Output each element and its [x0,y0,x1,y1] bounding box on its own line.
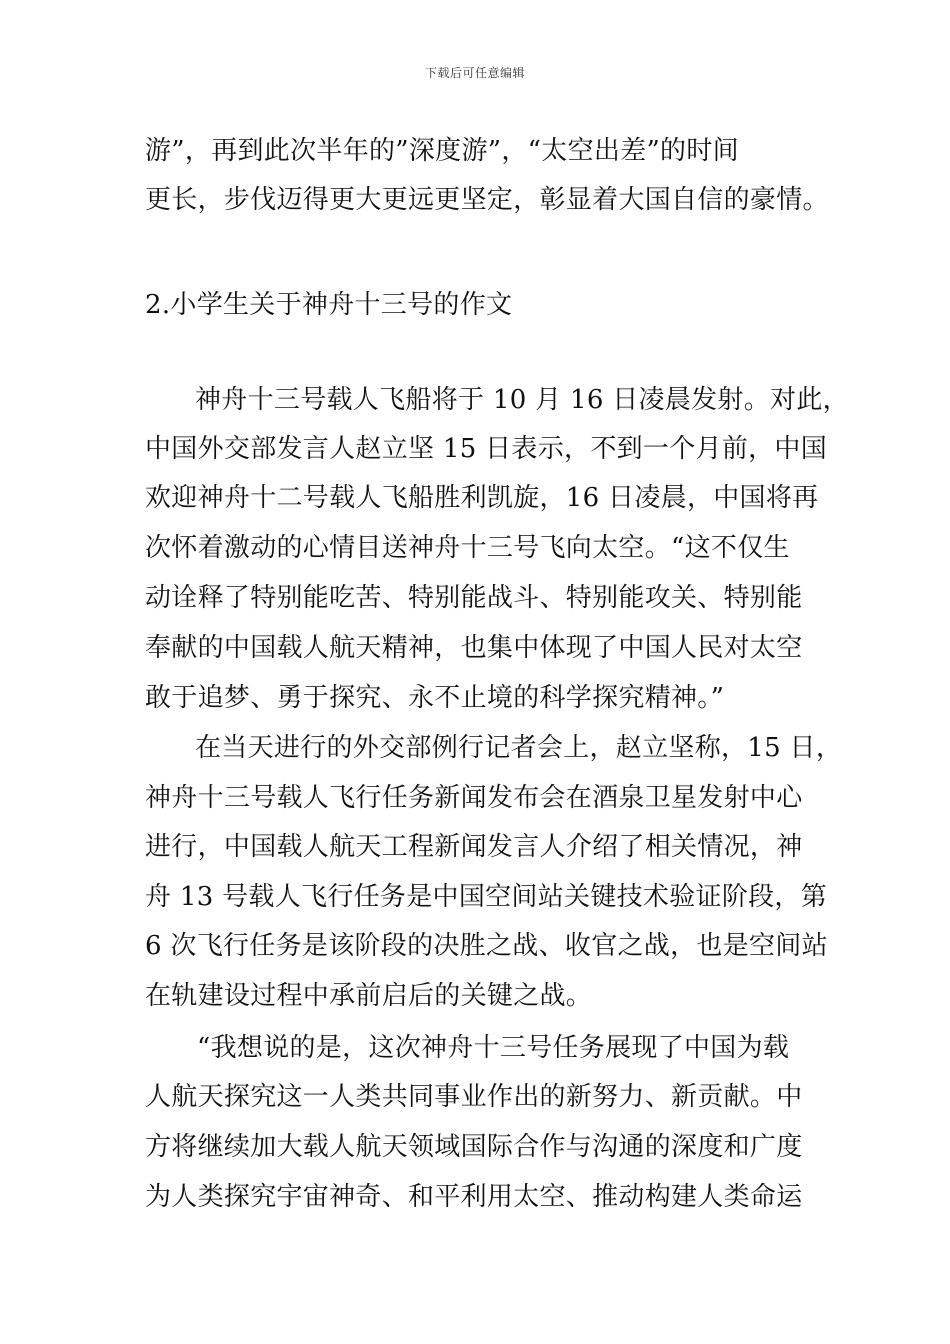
text-line: 次怀着激动的心情目送神舟十三号飞向太空。“这不仅生 [145,533,790,563]
text-line: 游”，再到此次半年的”深度游”，“太空出差”的时间 [145,136,739,166]
text-line: 敢于追梦、勇于探究、永不止境的科学探究精神。” [145,683,725,713]
text-line: 神舟十三号载人飞船将于 10 月 16 日凌晨发射。对此， [195,385,849,415]
text-line: 欢迎神舟十二号载人飞船胜利凯旋，16 日凌晨，中国将再 [145,483,819,513]
text-line: 奉献的中国载人航天精神，也集中体现了中国人民对太空 [145,633,803,663]
text-line: 6 次飞行任务是该阶段的决胜之战、收官之战，也是空间站 [145,931,828,961]
text-line: 更长，步伐迈得更大更远更坚定，彰显着大国自信的豪情。 [145,185,829,215]
text-line: 在轨建设过程中承前启后的关键之战。 [145,981,593,1011]
text-line: 动诠释了特别能吃苦、特别能战斗、特别能攻关、特别能 [145,583,803,613]
text-line: 人航天探究这一人类共同事业作出的新努力、新贡献。中 [145,1082,803,1112]
text-line: 方将继续加大载人航天领域国际合作与沟通的深度和广度 [145,1132,803,1162]
text-line: 在当天进行的外交部例行记者会上，赵立坚称，15 日， [195,733,843,763]
text-line: 神舟十三号载人飞行任务新闻发布会在酒泉卫星发射中心 [145,783,803,813]
page-header: 下载后可任意编辑 [424,66,525,80]
text-line: 舟 13 号载人飞行任务是中国空间站关键技术验证阶段，第 [145,882,828,912]
text-line: 进行，中国载人航天工程新闻发言人介绍了相关情况，神 [145,832,803,862]
text-line: “我想说的是，这次神舟十三号任务展现了中国为载 [197,1033,790,1063]
text-line: 为人类探究宇宙神奇、和平利用太空、推动构建人类命运 [145,1182,803,1212]
text-line: 中国外交部发言人赵立坚 15 日表示，不到一个月前，中国 [145,434,828,464]
section-heading: 2.小学生关于神舟十三号的作文 [145,290,513,320]
